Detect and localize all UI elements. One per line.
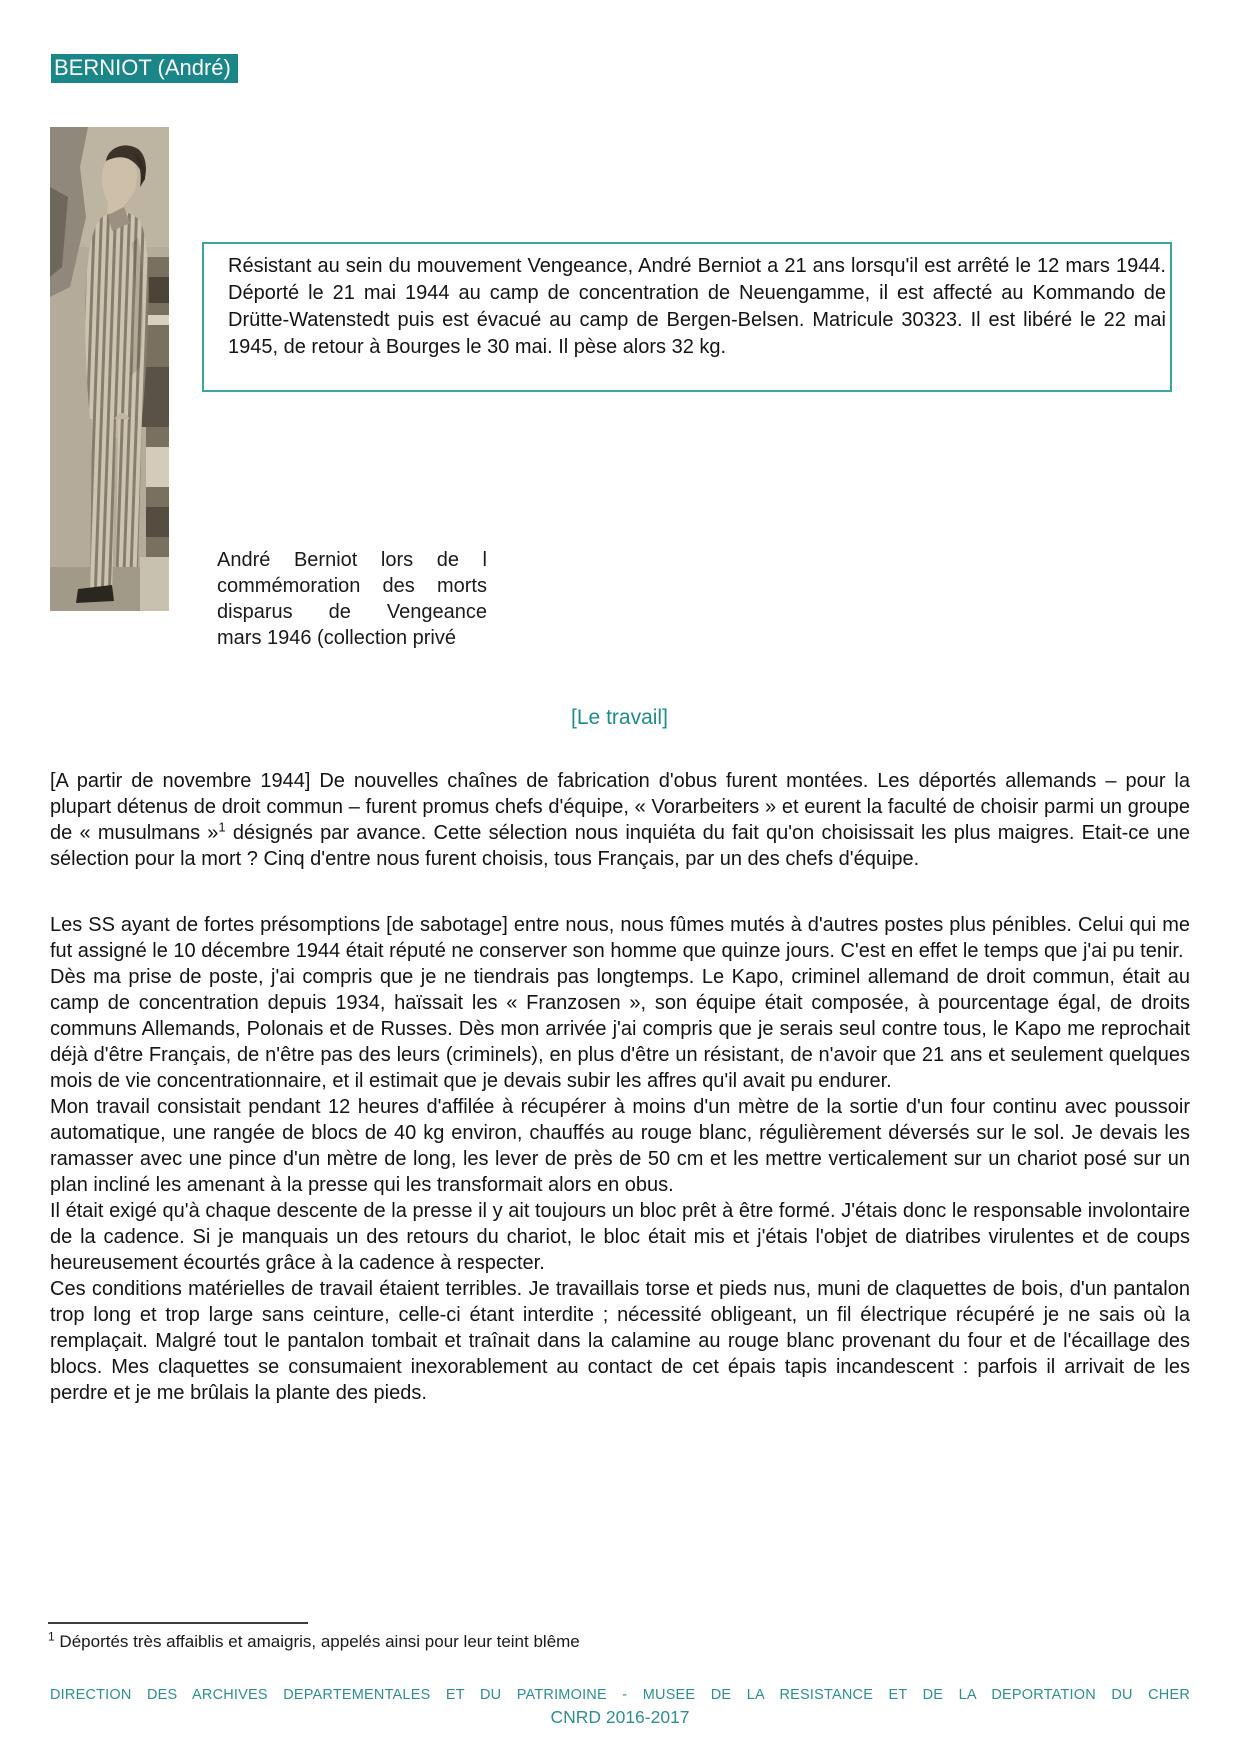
caption-line: André Berniot lors de l <box>217 549 487 571</box>
prisoner-photo <box>50 127 169 611</box>
page-title: BERNIOT (André) <box>51 54 238 83</box>
bio-text: Résistant au sein du mouvement Vengeance, André Berniot a 21 ans lorsqu'il est arrêté le 12 mars 1944. Déporté le 21 mai 1944 au camp de concentration de Neuengamme, il est affecté au Kommando de Drütte-Watenstedt puis est évacué au camp de Bergen-Belsen. Matricule 30323. Il est libéré le 22 mai 1945, de retour à Bourges le 30 mai. Il pèse alors 32 kg. <box>228 255 1166 358</box>
paragraph-1-text: [A partir de novembre 1944] De nouvelles chaînes de fabrication d'obus furent montées. Les déportés allemands – pour la plupart détenus de droit commun – furent promus chefs d'équipe, « Vorarbeiters » et eurent la faculté de choisir parmi un groupe de « musulmans » <box>50 770 1190 844</box>
footer-cnrd: CNRD 2016-2017 <box>550 1707 690 1727</box>
footnote-marker: 1 <box>48 1629 55 1644</box>
footnote-reference: 1 <box>218 819 226 835</box>
prisoner-photo-illustration <box>50 127 169 611</box>
paragraph-2: Les SS ayant de fortes présomptions [de sabotage] entre nous, nous fûmes mutés à d'autres postes plus pénibles. Celui qui me fut assigné le 10 décembre 1944 était réputé ne conserver son homme que quinze jours. C'est en effet le temps que j'ai pu tenir. <box>50 914 1190 962</box>
footnote-divider <box>48 1622 308 1624</box>
caption-line: commémoration des morts <box>217 575 487 597</box>
paragraph-spacer <box>50 872 1190 912</box>
bio-box <box>202 242 1172 392</box>
caption-line: disparus de Vengeance <box>217 601 487 623</box>
paragraph-3: Dès ma prise de poste, j'ai compris que je ne tiendrais pas longtemps. Le Kapo, criminel allemand de droit commun, était au camp de concentration depuis 1934, haïssait les « Franzosen », son équipe était composée, à pourcentage égal, de droits communs Allemands, Polonais et de Russes. Dès mon arrivée j'ai compris que je serais seul contre tous, le Kapo me reprochait déjà d'être Français, de n'être pas des leurs (criminels), en plus d'être un résistant, de n'avoir que 21 ans et seulement quelques mois de vie concentrationnaire, et il estimait que je devais subir les affres qu'il avait pu endurer. <box>50 966 1190 1092</box>
photo-caption <box>217 547 487 651</box>
paragraph-5: Il était exigé qu'à chaque descente de la presse il y ait toujours un bloc prêt à être formé. J'étais donc le responsable involontaire de la cadence. Si je manquais un des retours du chariot, le bloc était mis et j'étais l'objet de diatribes virulentes et de coups heureusement écourtés grâce à la cadence à respecter. <box>50 1200 1190 1274</box>
caption-line: mars 1946 (collection privé <box>217 627 456 649</box>
footnote-text: Déportés très affaiblis et amaigris, appelés ainsi pour leur teint blême <box>59 1632 580 1651</box>
footer-institution: DIRECTION DES ARCHIVES DEPARTEMENTALES ET DU PATRIMOINE - MUSEE DE LA RESISTANCE ET DE LA DEPORTATION DU CHER <box>50 1687 1190 1703</box>
paragraph-1 <box>50 768 1190 872</box>
body-text <box>50 768 1190 1406</box>
footnote <box>48 1631 948 1653</box>
section-heading: [Le travail] <box>571 706 668 729</box>
paragraph-4: Mon travail consistait pendant 12 heures d'affilée à récupérer à moins d'un mètre de la sortie d'un four continu avec poussoir automatique, une rangée de blocs de 40 kg environ, chauffés au rouge blanc, régulièrement déversés sur le sol. Je devais les ramasser avec une pince d'un mètre de long, les lever de près de 50 cm et les mettre verticalement sur un chariot posé sur un plan incliné les amenant à la presse qui les transformait alors en obus. <box>50 1096 1190 1196</box>
paragraph-1-text-continued: désignés par avance. Cette sélection nous inquiéta du fait qu'on choisissait les plus maigres. Etait-ce une sélection pour la mort ? Cinq d'entre nous furent choisis, tous Français, par un des chefs d'équipe. <box>50 822 1190 870</box>
paragraph-6: Ces conditions matérielles de travail étaient terribles. Je travaillais torse et pieds nus, muni de claquettes de bois, d'un pantalon trop long et trop large sans ceinture, celle-ci étant interdite ; nécessité obligeant, un fil électrique récupéré je ne sais où la remplaçait. Malgré tout le pantalon tombait et traînait dans la calamine au rouge blanc provenant du four et de l'écaillage des blocs. Mes claquettes se consumaient inexorablement au contact de cet épais tapis incandescent : parfois il arrivait de les perdre et je me brûlais la plante des pieds. <box>50 1278 1190 1404</box>
